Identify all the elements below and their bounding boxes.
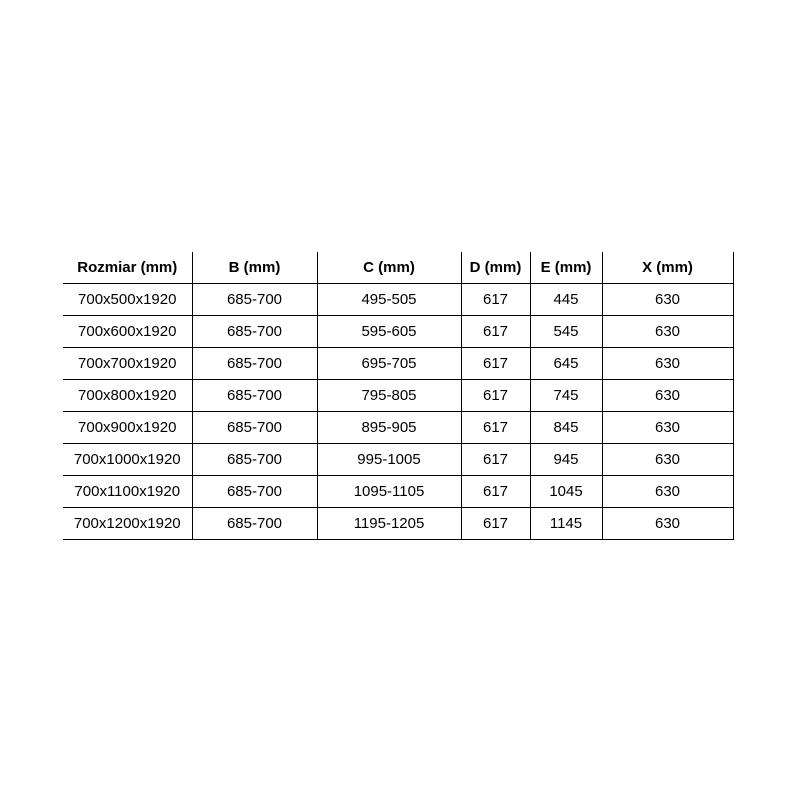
- cell-e: 445: [530, 284, 602, 316]
- cell-b: 685-700: [192, 380, 317, 412]
- size-specification-table-container: [63, 252, 734, 540]
- cell-e: 845: [530, 412, 602, 444]
- cell-x: 630: [602, 412, 733, 444]
- cell-c: 1195-1205: [317, 508, 461, 540]
- cell-c: 495-505: [317, 284, 461, 316]
- cell-c: 895-905: [317, 412, 461, 444]
- cell-rozmiar: 700x600x1920: [63, 316, 192, 348]
- column-header-c: C (mm): [317, 252, 461, 284]
- cell-b: 685-700: [192, 284, 317, 316]
- cell-d: 617: [461, 380, 530, 412]
- cell-e: 645: [530, 348, 602, 380]
- table-row: [63, 412, 733, 444]
- table-body: [63, 284, 733, 540]
- cell-rozmiar: 700x1100x1920: [63, 476, 192, 508]
- cell-c: 1095-1105: [317, 476, 461, 508]
- table-header: [63, 252, 733, 284]
- cell-rozmiar: 700x800x1920: [63, 380, 192, 412]
- table-row: [63, 380, 733, 412]
- cell-d: 617: [461, 444, 530, 476]
- cell-c: 795-805: [317, 380, 461, 412]
- size-specification-table: [63, 252, 734, 540]
- table-row: [63, 444, 733, 476]
- cell-c: 995-1005: [317, 444, 461, 476]
- cell-d: 617: [461, 508, 530, 540]
- cell-rozmiar: 700x700x1920: [63, 348, 192, 380]
- table-row: [63, 316, 733, 348]
- cell-x: 630: [602, 444, 733, 476]
- cell-x: 630: [602, 316, 733, 348]
- cell-d: 617: [461, 348, 530, 380]
- cell-rozmiar: 700x1000x1920: [63, 444, 192, 476]
- cell-rozmiar: 700x1200x1920: [63, 508, 192, 540]
- table-row: [63, 476, 733, 508]
- cell-e: 745: [530, 380, 602, 412]
- cell-c: 695-705: [317, 348, 461, 380]
- column-header-e: E (mm): [530, 252, 602, 284]
- cell-x: 630: [602, 284, 733, 316]
- cell-d: 617: [461, 316, 530, 348]
- column-header-rozmiar: Rozmiar (mm): [63, 252, 192, 284]
- cell-e: 1045: [530, 476, 602, 508]
- cell-d: 617: [461, 476, 530, 508]
- cell-x: 630: [602, 476, 733, 508]
- table-row: [63, 508, 733, 540]
- table-header-row: [63, 252, 733, 284]
- cell-x: 630: [602, 508, 733, 540]
- cell-rozmiar: 700x500x1920: [63, 284, 192, 316]
- cell-e: 545: [530, 316, 602, 348]
- cell-c: 595-605: [317, 316, 461, 348]
- table-row: [63, 348, 733, 380]
- cell-x: 630: [602, 348, 733, 380]
- column-header-x: X (mm): [602, 252, 733, 284]
- cell-b: 685-700: [192, 316, 317, 348]
- cell-b: 685-700: [192, 444, 317, 476]
- cell-d: 617: [461, 284, 530, 316]
- cell-d: 617: [461, 412, 530, 444]
- cell-b: 685-700: [192, 508, 317, 540]
- column-header-b: B (mm): [192, 252, 317, 284]
- column-header-d: D (mm): [461, 252, 530, 284]
- cell-x: 630: [602, 380, 733, 412]
- cell-rozmiar: 700x900x1920: [63, 412, 192, 444]
- table-row: [63, 284, 733, 316]
- cell-b: 685-700: [192, 412, 317, 444]
- cell-e: 1145: [530, 508, 602, 540]
- cell-b: 685-700: [192, 348, 317, 380]
- cell-b: 685-700: [192, 476, 317, 508]
- cell-e: 945: [530, 444, 602, 476]
